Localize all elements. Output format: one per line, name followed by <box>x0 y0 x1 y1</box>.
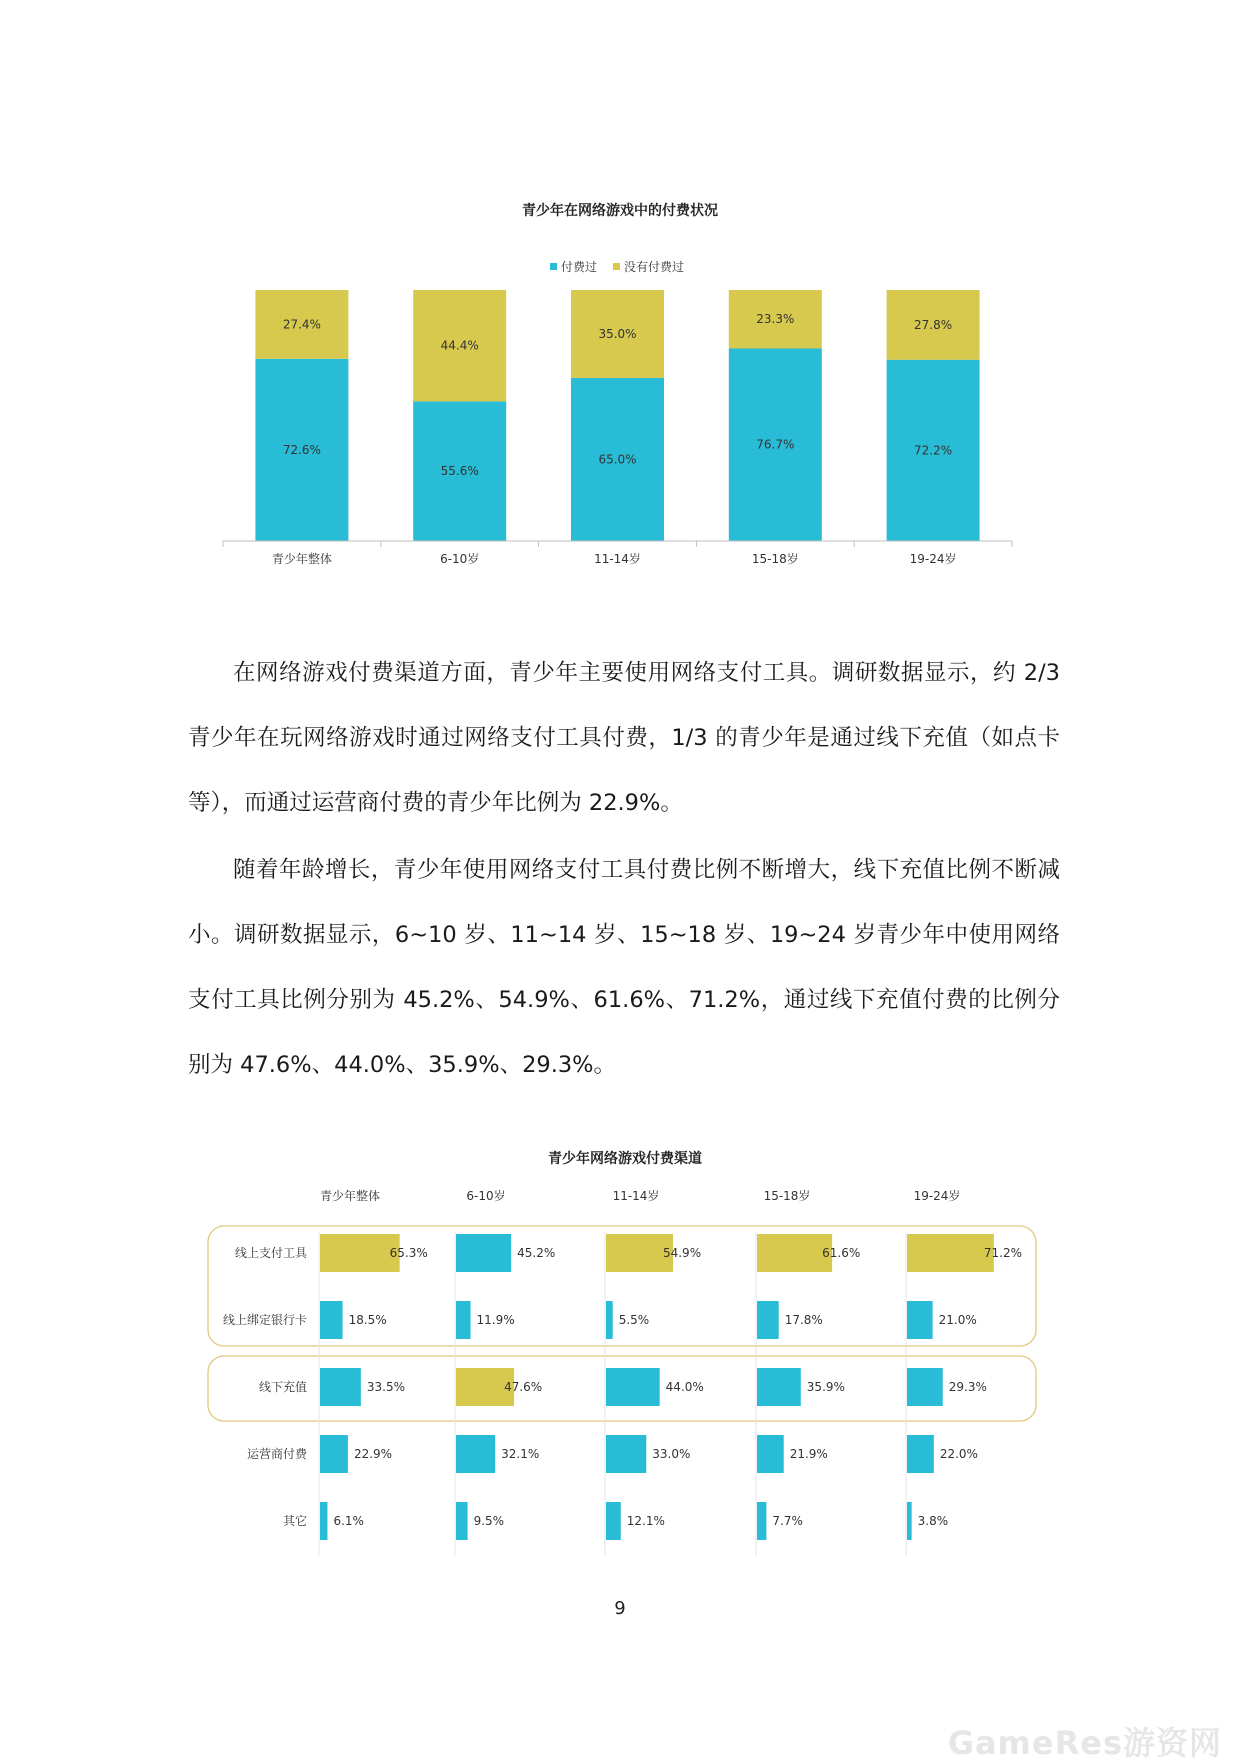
channel-bar-g3-r1 <box>757 1301 779 1339</box>
legend-label-paid: 付费过 <box>561 260 598 274</box>
data-label-paid-1: 55.6% <box>440 464 479 479</box>
x-tick-label-4: 19-24岁 <box>909 552 957 566</box>
channel-bar-g1-r0 <box>456 1234 511 1272</box>
group-header-3: 15-18岁 <box>763 1189 811 1203</box>
channel-label-g3-r4: 7.7% <box>772 1514 803 1528</box>
data-label-paid-4: 72.2% <box>914 443 953 458</box>
channel-bar-g2-r4 <box>606 1502 621 1540</box>
channel-bar-g4-r4 <box>907 1502 912 1540</box>
channel-label-g4-r1: 21.0% <box>938 1313 977 1327</box>
channel-bar-g4-r3 <box>907 1435 934 1473</box>
channel-label-g1-r0: 45.2% <box>517 1246 556 1260</box>
channel-bar-g0-r3 <box>320 1435 348 1473</box>
chart1-title: 青少年在网络游戏中的付费状况 <box>522 203 718 219</box>
legend-label-unpaid: 没有付费过 <box>624 260 685 274</box>
channel-bar-g3-r4 <box>757 1502 766 1540</box>
channel-label-g3-r3: 21.9% <box>789 1447 828 1461</box>
group-header-1: 6-10岁 <box>466 1189 506 1203</box>
channel-label-g3-r1: 17.8% <box>784 1313 823 1327</box>
channel-label-g1-r1: 11.9% <box>476 1313 515 1327</box>
channel-label-g4-r3: 22.0% <box>939 1447 978 1461</box>
paragraph-1: 在网络游戏付费渠道方面，青少年主要使用网络支付工具。调研数据显示，约 2/3 青少年在玩网络游戏时通过网络支付工具付费，1/3 的青少年是通过线下充值（如点卡等），而通过运营商付费的青少年比例为 22.9%。 <box>188 660 1060 816</box>
channel-label-g0-r2: 33.5% <box>366 1380 405 1394</box>
channel-label-g4-r4: 3.8% <box>917 1514 949 1528</box>
channel-label-g3-r0: 61.6% <box>822 1246 861 1260</box>
channel-bar-g0-r0 <box>320 1234 400 1272</box>
channel-bar-g4-r2 <box>907 1368 943 1406</box>
group-header-0: 青少年整体 <box>319 1189 381 1203</box>
channel-label-g1-r4: 9.5% <box>473 1514 505 1528</box>
channel-bar-g0-r4 <box>320 1502 327 1540</box>
channel-bar-g0-r2 <box>320 1368 361 1406</box>
channel-label-g0-r0: 65.3% <box>389 1246 428 1260</box>
row-label-2: 线下充值 <box>258 1380 307 1394</box>
channel-bar-g3-r3 <box>757 1435 784 1473</box>
data-label-unpaid-3: 23.3% <box>756 312 795 327</box>
channel-label-g4-r0: 71.2% <box>983 1246 1022 1260</box>
channel-label-g1-r2: 47.6% <box>504 1380 543 1394</box>
channel-bar-g1-r1 <box>456 1301 471 1339</box>
x-tick-label-1: 6-10岁 <box>440 552 480 566</box>
paragraph-2: 随着年龄增长，青少年使用网络支付工具付费比例不断增大，线下充值比例不断减小。调研数据显示，6~10 岁、11~14 岁、15~18 岁、19~24 岁青少年中使用网络支付工具比例分别为 45.2%、54.9%、61.6%、71.2%，通过线下充值付费的比例分别为 47.6%、44.0%、35.9%、29.3%。 <box>188 857 1060 1078</box>
channel-bar-g0-r1 <box>320 1301 343 1339</box>
channel-bar-g4-r0 <box>907 1234 994 1272</box>
channel-bar-g1-r4 <box>456 1502 468 1540</box>
channel-label-g0-r1: 18.5% <box>348 1313 387 1327</box>
page-number: 9 <box>614 1598 626 1619</box>
channel-bar-g1-r3 <box>456 1435 495 1473</box>
watermark-logo: GameRes游资网 <box>947 1724 1222 1762</box>
channel-bar-g3-r0 <box>757 1234 832 1272</box>
row-label-4: 其它 <box>282 1514 307 1528</box>
data-label-unpaid-2: 35.0% <box>598 326 637 341</box>
data-label-paid-0: 72.6% <box>282 442 321 457</box>
x-tick-label-0: 青少年整体 <box>271 552 332 566</box>
channel-label-g1-r3: 32.1% <box>501 1447 540 1461</box>
row-label-1: 线上绑定银行卡 <box>222 1313 307 1327</box>
data-label-unpaid-0: 27.4% <box>282 317 321 332</box>
channel-label-g2-r0: 54.9% <box>662 1246 702 1260</box>
channel-bar-g4-r1 <box>907 1301 933 1339</box>
channel-label-g4-r2: 29.3% <box>948 1380 987 1394</box>
data-label-paid-2: 65.0% <box>598 452 637 467</box>
x-tick-label-3: 15-18岁 <box>751 552 799 566</box>
group-header-4: 19-24岁 <box>913 1189 961 1203</box>
data-label-paid-3: 76.7% <box>756 437 795 452</box>
channel-label-g3-r2: 35.9% <box>806 1380 845 1394</box>
row-label-3: 运营商付费 <box>246 1447 307 1461</box>
channel-label-g2-r3: 33.0% <box>652 1447 691 1461</box>
channel-bar-g2-r3 <box>606 1435 646 1473</box>
channel-bar-g3-r2 <box>757 1368 801 1406</box>
channel-label-g0-r4: 6.1% <box>333 1514 364 1528</box>
row-label-0: 线上支付工具 <box>234 1246 307 1260</box>
channel-bar-g2-r1 <box>606 1301 613 1339</box>
x-tick-label-2: 11-14岁 <box>594 552 641 566</box>
group-header-2: 11-14岁 <box>612 1189 660 1203</box>
data-label-unpaid-4: 27.8% <box>914 317 953 332</box>
channel-label-g2-r1: 5.5% <box>618 1313 650 1327</box>
channel-label-g2-r4: 12.1% <box>626 1514 665 1528</box>
channel-label-g2-r2: 44.0% <box>665 1380 704 1394</box>
channel-bar-g2-r2 <box>606 1368 660 1406</box>
chart2-title: 青少年网络游戏付费渠道 <box>548 1151 702 1167</box>
data-label-unpaid-1: 44.4% <box>440 338 479 353</box>
channel-label-g0-r3: 22.9% <box>353 1447 393 1461</box>
